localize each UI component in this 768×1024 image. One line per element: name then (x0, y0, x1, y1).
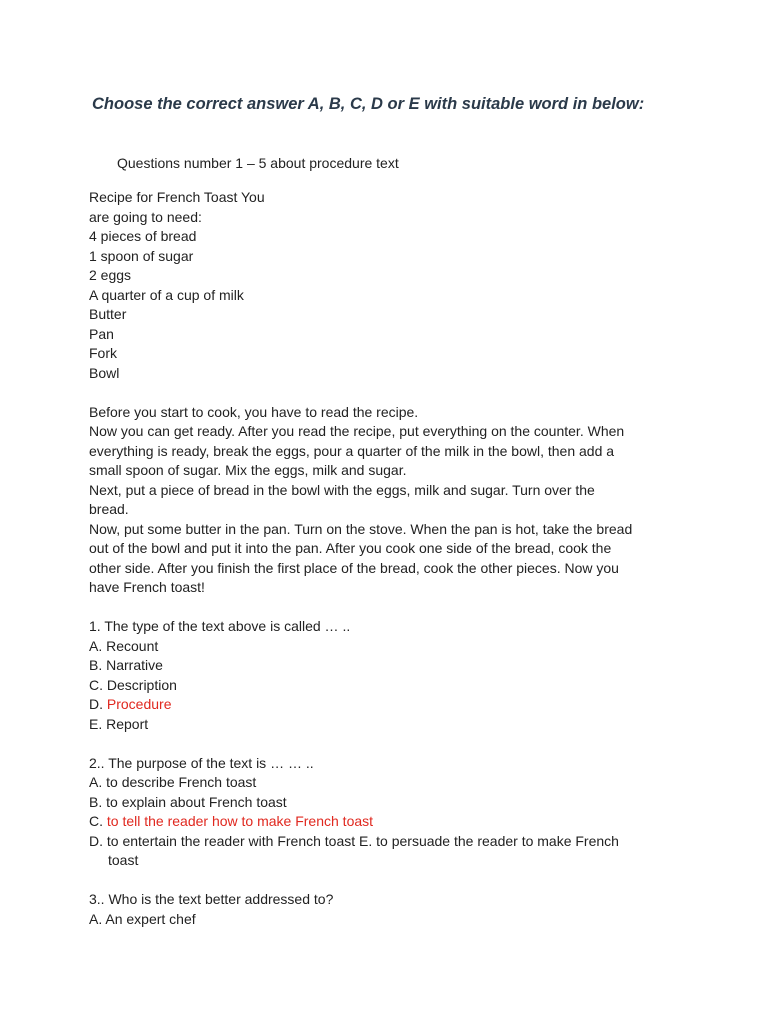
question-3-text: 3.. Who is the text better addressed to? (89, 891, 334, 907)
recipe-title: Recipe for French Toast You (89, 189, 265, 205)
question-1-option-a: A. Recount (89, 637, 159, 654)
ingredient-item: Pan (89, 325, 114, 342)
correct-answer-highlight: to tell the reader how to make French toast (106, 813, 374, 829)
section-subheading: Questions number 1 – 5 about procedure text (117, 155, 399, 171)
document-body (89, 188, 689, 929)
question-2-option-c: C. to tell the reader how to make French toast (89, 813, 374, 829)
ingredient-item: 4 pieces of bread (89, 228, 197, 244)
paragraph-gap (89, 871, 689, 891)
recipe-step-line: Now, put some butter in the pan. Turn on the stove. When the pan is hot, take the bread (89, 520, 633, 537)
ingredient-item: Bowl (89, 364, 120, 381)
ingredient-item: Fork (89, 345, 117, 361)
recipe-title-continued: are going to need: (89, 208, 202, 225)
recipe-step-line: small spoon of sugar. Mix the eggs, milk and sugar. (89, 462, 407, 478)
recipe-step-line: have French toast! (89, 579, 205, 595)
question-1-text: 1. The type of the text above is called … .. (89, 618, 351, 634)
paragraph-gap (89, 383, 689, 403)
question-1-option-c: C. Description (89, 676, 177, 693)
question-1-option-d: D. Procedure (89, 696, 172, 712)
question-2-text: 2.. The purpose of the text is … … .. (89, 754, 314, 771)
question-2-option-d-continuation: toast (108, 852, 139, 868)
correct-answer-highlight: Procedure (106, 696, 172, 712)
ingredient-item: 2 eggs (89, 267, 132, 283)
recipe-step-line: Before you start to cook, you have to read the recipe. (89, 403, 419, 420)
question-2-option-b: B. to explain about French toast (89, 793, 287, 810)
question-3-option-a: A. An expert chef (89, 910, 196, 927)
recipe-step-line: Next, put a piece of bread in the bowl with the eggs, milk and sugar. Turn over the (89, 481, 595, 498)
ingredient-item: 1 spoon of sugar (89, 247, 194, 264)
recipe-step-line: everything is ready, break the eggs, pour a quarter of the milk in the bowl, then add a (89, 442, 615, 459)
recipe-step-line: out of the bowl and put it into the pan. After you cook one side of the bread, cook the (89, 540, 612, 556)
question-1-option-b: B. Narrative (89, 657, 163, 673)
question-2-option-a: A. to describe French toast (89, 774, 257, 790)
paragraph-gap (89, 598, 689, 618)
paragraph-gap (89, 734, 689, 754)
ingredient-item: A quarter of a cup of milk (89, 286, 244, 303)
question-1-option-e: E. Report (89, 715, 149, 732)
recipe-step-line: bread. (89, 501, 129, 517)
recipe-step-line: Now you can get ready. After you read the recipe, put everything on the counter. When (89, 423, 625, 439)
recipe-step-line: other side. After you finish the first place of the bread, cook the other pieces. Now you (89, 559, 619, 576)
instruction-heading: Choose the correct answer A, B, C, D or E with suitable word in below: (92, 95, 645, 113)
question-2-option-d: D. to entertain the reader with French toast E. to persuade the reader to make French (89, 832, 619, 849)
ingredient-item: Butter (89, 306, 127, 322)
